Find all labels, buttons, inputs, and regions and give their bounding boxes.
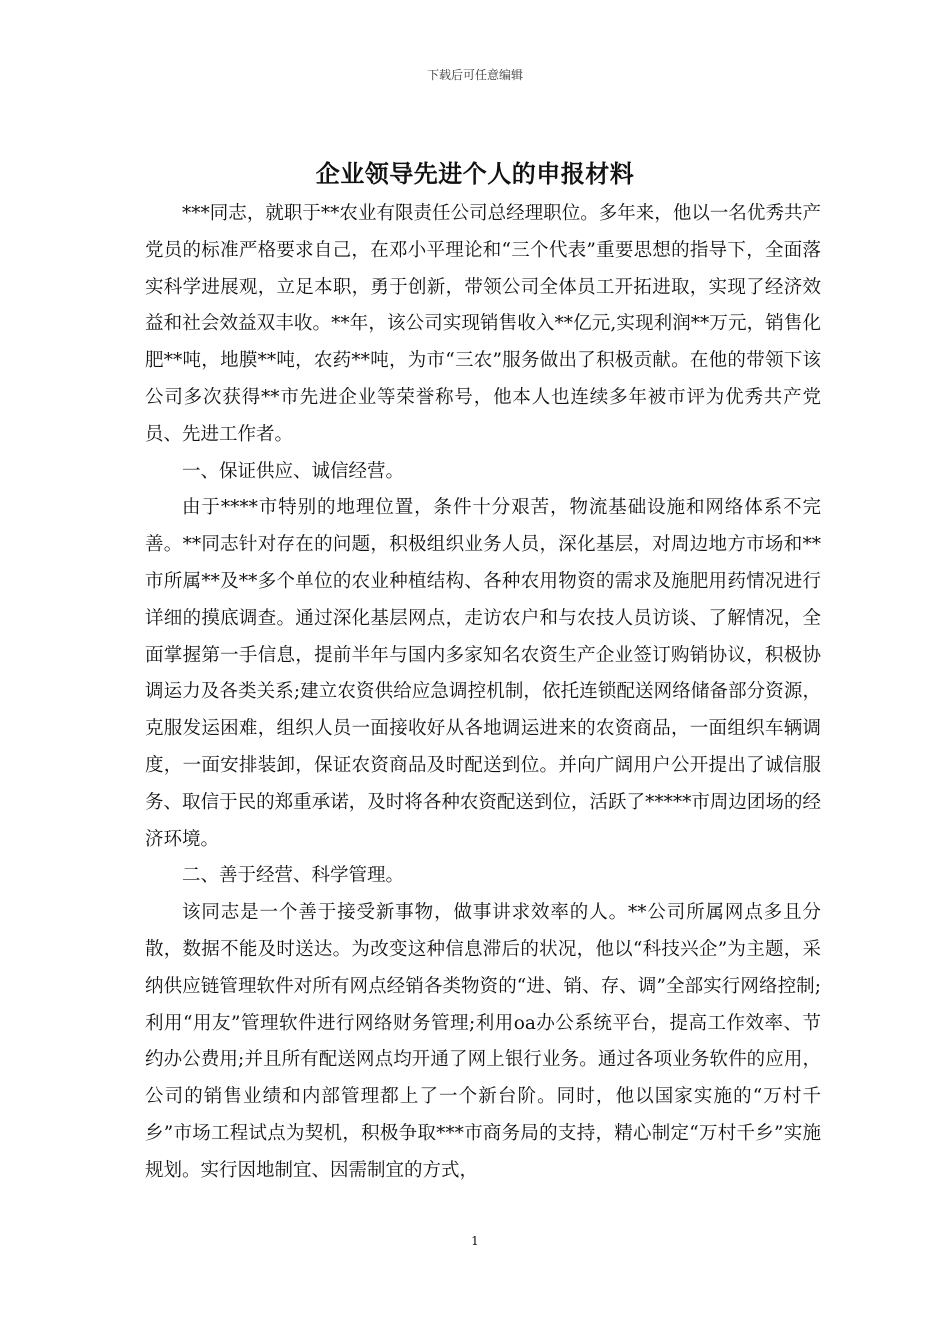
- paragraph-section-1: 由于****市特别的地理位置，条件十分艰苦，物流基础设施和网络体系不完善。**同志针对存在的问题，积极组织业务人员，深化基层，对周边地方市场和**市所属**及**多个单位的农业种植结构、各种农用物资的需求及施肥用药情况进行详细的摸底调查。通过深化基层网点，走访农户和与农技人员访谈、了解情况，全面掌握第一手信息，提前半年与国内多家知名农资生产企业签订购销协议，积极协调运力及各类关系;建立农资供给应急调控机制，依托连锁配送网络储备部分资源，克服发运困难，组织人员一面接收好从各地调运进来的农资商品，一面组织车辆调度，一面安排装卸，保证农资商品及时配送到位。并向广阔用户公开提出了诚信服务、取信于民的郑重承诺，及时将各种农资配送到位，活跃了*****市周边团场的经济环境。: [145, 497, 821, 850]
- page-number: 1: [471, 1234, 479, 1248]
- paragraph-intro: ***同志，就职于**农业有限责任公司总经理职位。多年来，他以一名优秀共产党员的标准严格要求自己，在邓小平理论和“三个代表”重要思想的指导下，全面落实科学进展观，立足本职，勇于创新，带领公司全体员工开拓进取，实现了经济效益和社会效益双丰收。**年，该公司实现销售收入**亿元,实现利润**万元，销售化肥**吨，地膜**吨，农药**吨，为市“三农”服务做出了积极贡献。在他的带领下该公司多次获得**市先进企业等荣誉称号，他本人也连续多年被市评为优秀共产党员、先进工作者。: [145, 203, 821, 445]
- paragraph-section-2: 该同志是一个善于接受新事物，做事讲求效率的人。**公司所属网点多且分散，数据不能及时送达。为改变这种信息滞后的状况，他以“科技兴企”为主题，采纳供应链管理软件对所有网点经销各类物资的“进、销、存、调”全部实行网络控制;利用“用友”管理软件进行网络财务管理;利用oa办公系统平台，提高工作效率、节约办公费用;并且所有配送网点均开通了网上银行业务。通过各项业务软件的应用，公司的销售业绩和内部管理都上了一个新台阶。同时，他以国家实施的“万村千乡”市场工程试点为契机，积极争取***市商务局的支持，精心制定“万村千乡”实施规划。实行因地制宜、因需制宜的方式，: [145, 902, 821, 1181]
- document-body: [145, 196, 821, 1190]
- section-heading-1: 一、保证供应、诚信经营。: [182, 460, 405, 482]
- document-title: 企业领导先进个人的申报材料: [315, 159, 635, 188]
- header-note: 下载后可任意编辑: [426, 68, 523, 82]
- section-heading-2: 二、善于经营、科学管理。: [182, 865, 405, 887]
